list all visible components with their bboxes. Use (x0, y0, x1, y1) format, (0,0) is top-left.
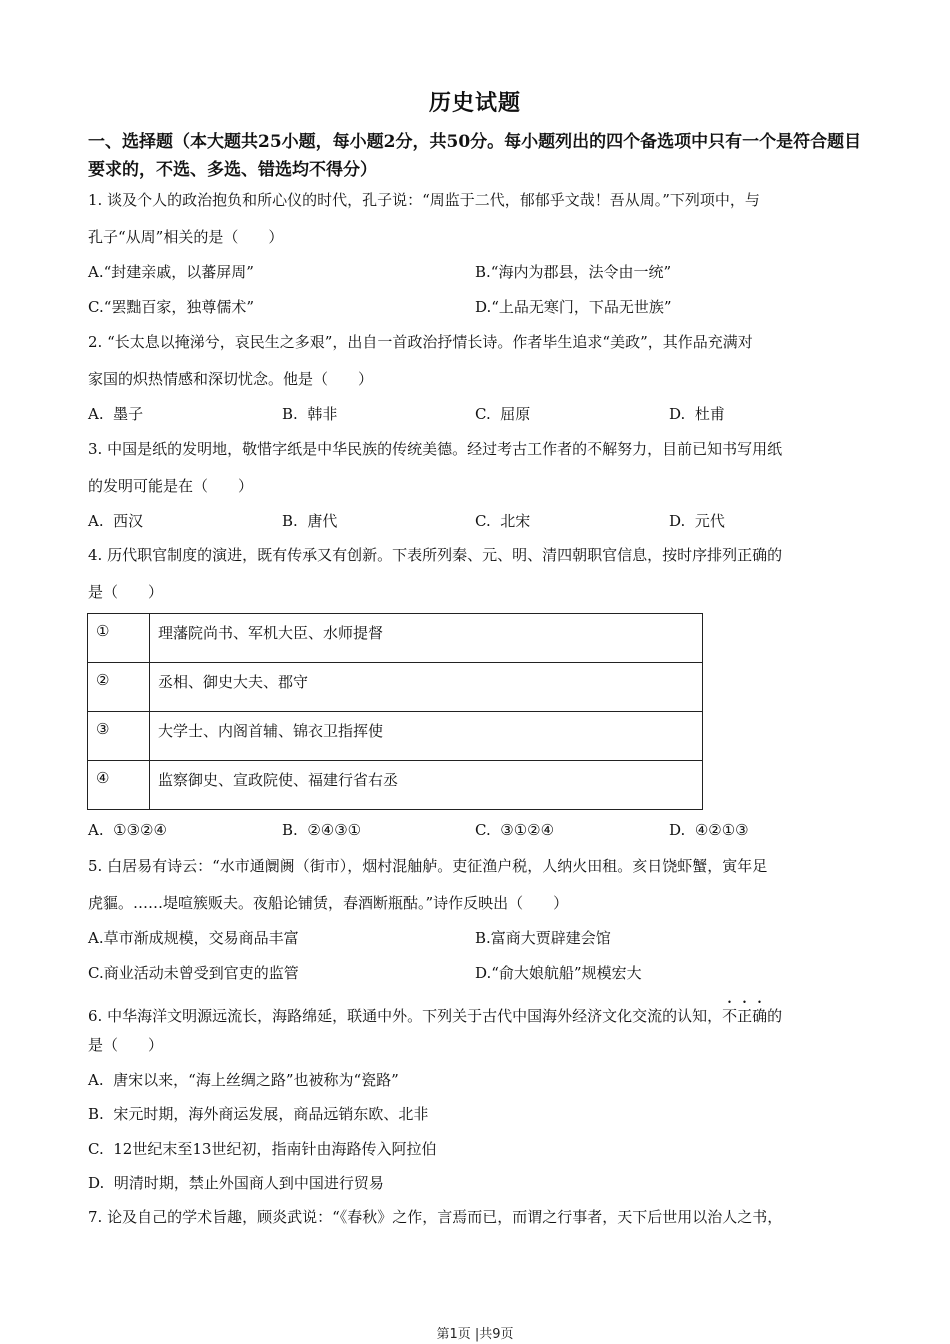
question-text: 7. 论及自己的学术旨趣，顾炎武说：“《春秋》之作，言焉而已，而谓之行事者，天下后世用以治人之书， (88, 1208, 783, 1226)
section-heading: 一、选择题（本大题共25小题，每小题2分，共50分。每小题列出的四个备选项中只有一个是符合题目要求的，不选、多选、错选均不得分） (88, 132, 862, 180)
officials-table (87, 613, 703, 810)
option-c[interactable]: C. 北宋 (475, 512, 531, 530)
row-text: 大学士、内阁首辅、锦衣卫指挥使 (150, 712, 703, 761)
table-row (88, 663, 703, 712)
question-text: 是（ ） (88, 1036, 164, 1054)
row-text: 监察御史、宣政院使、福建行省右丞 (150, 761, 703, 810)
question-text: 4. 历代职官制度的演进，既有传承又有创新。下表所列秦、元、明、清四朝职官信息，按时序排列正确的 (88, 546, 783, 564)
question-text: 是（ ） (88, 583, 164, 601)
row-number: ④ (88, 761, 150, 810)
option-a[interactable]: A. 西汉 (88, 512, 144, 530)
row-text: 丞相、御史大夫、郡守 (150, 663, 703, 712)
option-d[interactable]: D.“俞大娘航船”规模宏大 (475, 964, 642, 982)
question-text: 3. 中国是纸的发明地，敬惜字纸是中华民族的传统美德。经过考古工作者的不解努力，目前已知书写用纸 (88, 440, 783, 458)
option-a[interactable]: A.草市渐成规模，交易商品丰富 (88, 929, 299, 947)
page-footer: 第1页 |共9页 (436, 1327, 514, 1342)
row-number: ① (88, 614, 150, 663)
option-a[interactable]: A.“封建亲戚，以蕃屏周” (88, 263, 254, 281)
table-row (88, 761, 703, 810)
option-b[interactable]: B. 宋元时期，海外商运发展，商品远销东欧、北非 (88, 1105, 429, 1123)
option-d[interactable]: D. 元代 (669, 512, 725, 530)
question-text: 孔子“从周”相关的是（ ） (88, 228, 284, 246)
question-text: 2. “长太息以掩涕兮，哀民生之多艰”，出自一首政治抒情长诗。作者毕生追求“美政”，其作品充满对 (88, 333, 753, 351)
option-c[interactable]: C. ③①②④ (475, 821, 555, 839)
row-text: 理藩院尚书、军机大臣、水师提督 (150, 614, 703, 663)
option-c[interactable]: C. 屈原 (475, 405, 531, 423)
option-b[interactable]: B.富商大贾辟建会馆 (475, 929, 611, 947)
row-number: ② (88, 663, 150, 712)
option-c[interactable]: C.“罢黜百家，独尊儒术” (88, 298, 255, 316)
question-text: 5. 白居易有诗云：“水市通阛阓（街市），烟村混舳舻。吏征渔户税，人纳火田租。亥日饶虾蟹，寅年足 (88, 857, 768, 875)
question-text: 家国的炽热情感和深切忧念。他是（ ） (88, 370, 374, 388)
option-d[interactable]: D. 明清时期，禁止外国商人到中国进行贸易 (88, 1174, 384, 1192)
option-a[interactable]: A. 墨子 (88, 405, 144, 423)
row-number: ③ (88, 712, 150, 761)
option-c[interactable]: C.商业活动未曾受到官吏的监管 (88, 964, 299, 982)
option-b[interactable]: B.“海内为郡县，法令由一统” (475, 263, 672, 281)
option-b[interactable]: B. 唐代 (282, 512, 338, 530)
option-d[interactable]: D.“上品无寒门，下品无世族” (475, 298, 672, 316)
question-text: 1. 谈及个人的政治抱负和所心仪的时代，孔子说：“周监于二代，郁郁乎文哉！吾从周。”下列项中，与 (88, 191, 760, 209)
question-text: 的发明可能是在（ ） (88, 477, 254, 495)
emphasis-text: 不正确 (722, 1007, 768, 1025)
option-d[interactable]: D. 杜甫 (669, 405, 725, 423)
option-a[interactable]: A. 唐宋以来，“海上丝绸之路”也被称为“瓷路” (88, 1071, 399, 1089)
question-text: 6. 中华海洋文明源远流长，海路绵延，联通中外。下列关于古代中国海外经济文化交流的认知，不正确的 (88, 1007, 783, 1025)
option-b[interactable]: B. ②④③① (282, 821, 362, 839)
page-title: 历史试题 (428, 90, 521, 116)
option-d[interactable]: D. ④②①③ (669, 821, 749, 839)
option-b[interactable]: B. 韩非 (282, 405, 338, 423)
option-c[interactable]: C. 12世纪末至13世纪初，指南针由海路传入阿拉伯 (88, 1140, 437, 1158)
question-text: 虎貙。……堤喧簇贩夫。夜船论铺赁，春酒断瓶酤。”诗作反映出（ ） (88, 894, 569, 912)
table-row (88, 614, 703, 663)
table-row (88, 712, 703, 761)
option-a[interactable]: A. ①③②④ (88, 821, 167, 839)
